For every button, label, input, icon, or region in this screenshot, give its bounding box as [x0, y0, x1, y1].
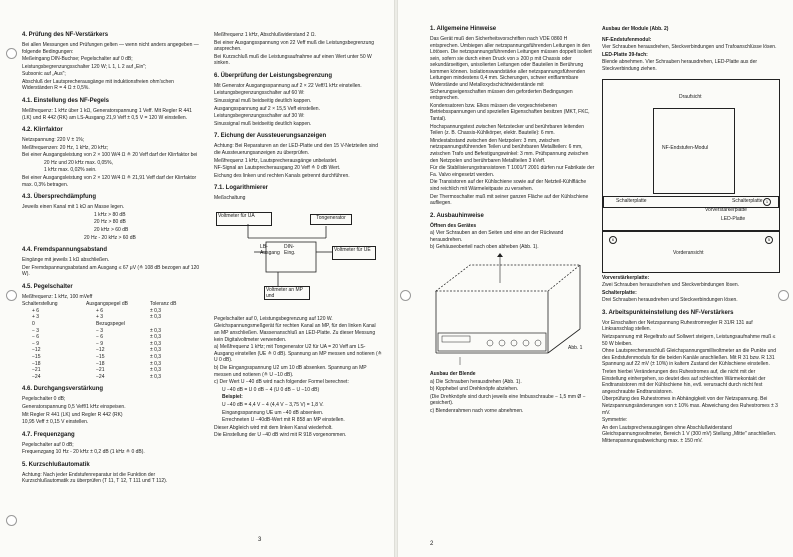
marker-circle: 6	[609, 236, 617, 244]
section-41-title: 4.1. Einstellung des NF-Pegels	[22, 98, 110, 105]
section-1-para: Der Thermoschalter muß mit seiner ganzen Fläche auf der Kühlschiene aufliegen.	[430, 193, 589, 207]
figure-1-label: Abb. 1	[568, 345, 583, 352]
section-71-formula: U −40 dB = U 0 dB − 4 (U 0 dB − U −10 dB)	[222, 386, 320, 393]
section-3-para: Ohne Lautsprecheranschluß Gleichspannungsmillivoltmeter an die Punkte und des Endstufenmoduls für die beiden Kanäle anschließen. Mit R 31 bzw. R 131 Spannung auf 22 mV (± 10%) in kaltem Zustand der Kühlschiene einstellen.	[602, 348, 776, 368]
punch-hole	[6, 515, 17, 526]
table-cell: + 3	[32, 314, 40, 321]
section-7-line: NF-Signal an Lautsprecherausgang 20 Veff ≙ 0 dB Wert.	[214, 165, 341, 172]
voltmeter-ua-box: Voltmeter für UA	[216, 212, 272, 226]
section-43-value: 20 kHz > 60 dB	[94, 226, 129, 233]
measurement-circuit-figure	[214, 206, 374, 316]
section-47-line: Pegelschalter auf 0 dB;	[22, 441, 74, 448]
voltmeter-ue-box: Voltmeter für UE	[332, 246, 376, 260]
table-cell: ± 0,3	[150, 354, 162, 361]
led-board-text: Blende abnehmen. Vier Schrauben herausdrehen, LED-Platte aus der Steckverbindung ziehen.	[602, 59, 758, 72]
section-44-title: 4.4. Fremdspannungsabstand	[22, 247, 108, 254]
page-number: 2	[430, 541, 434, 547]
section-3-para: Netzspannung mit Regeltrafo auf Sollwert steigern, Leistungsaufnahme muß ≤ 50 W bleiben.	[602, 334, 776, 347]
right-column-b	[602, 26, 780, 446]
table-cell: ± 0,3	[150, 314, 162, 321]
section-71-step: Die Einstellung der U −40 dB wird mit R 918 vorgenommen.	[214, 432, 347, 439]
section-1-para: Das Gerät muß den Sicherheitsvorschriften nach VDE 0860 H entsprechen. Umbiegen aller netzspannungsführenden Leitungen in den Lötösen. Die netzspannungsführenden Leitungen müssen doppelt isoliert sein, sofern sie durch einen Druck von ≥ 200 p mit Chassis oder sekundärseitigen, unisolierten Leitungen oder Bauteilen in Berührung kommen können. Isolationswandstärke aller netzspannungsführenden Leitungen mindestens 0,4 mm. Sicherungen, schwer entflammbare Widerstände und Metalloxydschichtwiderstände mit Sicherungseigenschaften müssen den geforderten Bedingungen entsprechen.	[430, 35, 592, 102]
section-71-para: Gleichspannungsmeßgerät für rechten Kanal an MP, für den linken Kanal an MP anschließen. Massenanschluß an LED-Platte. Zu dieser Messung kein Digitalvoltmeter verwenden.	[214, 323, 376, 343]
table-cell: ± 0,3	[150, 373, 162, 380]
section-71-example-label: Beispiel:	[222, 394, 243, 401]
section-42-line: 1 kHz max. 0,02% sein.	[44, 167, 97, 174]
table-header: Ausgangspegel dB	[86, 301, 128, 308]
section-6-title: 6. Überprüfung der Leistungsbegrenzung	[214, 72, 333, 79]
preamp-board-label: Vorverstärkerplatte	[705, 206, 747, 213]
table-header: Toleranz dB	[150, 301, 177, 308]
section-42-line: Bei einer Ausgangsleistung von 2 × 120 W/4 Ω ≙ 21,91 Veff darf der Klirrfaktor max. 0,3% betragen.	[22, 175, 197, 188]
table-cell: −21	[96, 367, 105, 374]
section-1-title: 1. Allgemeine Hinweise	[430, 26, 497, 32]
nf-module-text: Vier Schrauben herausdrehen, Steckverbindungen und Trafoanschlüsse lösen.	[602, 44, 777, 51]
section-71-example: U −40 dB = 4,4 V − 4 (4,4 V − 3,75 V) = 1,8 V.	[222, 401, 324, 408]
page-number: 3	[258, 537, 262, 543]
nf-module-box	[653, 108, 735, 194]
marker-circle: 5	[765, 236, 773, 244]
section-7-line: Eichung des linken und rechten Kanals getrennt durchführen.	[214, 172, 350, 179]
section-1-para: Hochspannungstest zwischen Netzstecker und berührbaren leitenden Teilen (z. B. Chassis-Kühlkörper, elektr. Bauteile): 6 mm.	[430, 123, 584, 137]
chassis-drawing	[430, 253, 596, 371]
section-46-line: 10,95 Veff ± 0,15 V einstellen.	[22, 419, 89, 426]
section-2-step: b) Gehäuseoberteil nach oben abheben (Abb. 1).	[430, 244, 539, 251]
table-cell: ± 0,3	[150, 327, 162, 334]
section-7-text: Achtung: Bei Reparaturen an der LED-Platte und den 15 V-Netzteilen sind die Aussteuerungsanzeigen zu überprüfen.	[214, 143, 378, 156]
table-cell: −12	[32, 347, 41, 354]
section-6-line: Leistungsbegrenzungsschalter auf 60 W:	[214, 90, 305, 97]
section-42-title: 4.2. Klirrfaktor	[22, 127, 63, 134]
switchboard-title: Schalterplatte:	[602, 289, 637, 296]
table-cell: ± 0,3	[150, 340, 162, 347]
section-2-subtitle: Öffnen des Gerätes	[430, 222, 477, 229]
section-43-value: 1 kHz > 80 dB	[94, 211, 126, 218]
section-71-step: b) Die Eingangsspannung U2 um 10 dB absenken. Spannung an MP messen und notieren (≙ U −10 dB).	[214, 364, 367, 378]
shortcircuit-line: Bei Kurzschluß muß die Leistungsaufnahme auf einen Wert unter 50 W sinken.	[214, 53, 372, 67]
section-1-para: Mindestabstand zwischen den Netzpolen: 3 mm, zwischen netzspannungsführenden Teilen und berührbaren Metallteilen: 6 mm, zwischen Trafo und Befestigungswinkel: 3 mm. Prüfspannung zwischen den Netzpolen und berührbaren Metallteilen 3 kVeff.	[430, 137, 589, 164]
din-input-label: DIN-Eing.	[284, 243, 296, 257]
preamp-title: Vorverstärkerplatte:	[602, 274, 650, 281]
section-43-title: 4.3. Übersprechdämpfung	[22, 194, 97, 201]
table-cell: −18	[32, 360, 41, 367]
section-2-step: a) Vier Schrauben an den Seiten und eine an der Rückwand herausdrehen.	[430, 230, 564, 243]
switchboard-text: Drei Schrauben herausdrehen und Steckverbindungen lösen.	[602, 297, 738, 304]
section-71-para: Pegelschalter auf 0, Leistungsbegrenzung auf 120 W.	[214, 315, 333, 322]
module-removal-title: Ausbau der Module (Abb. 2)	[602, 26, 669, 32]
table-cell: + 6	[96, 307, 104, 314]
section-5-text: Achtung: Nach jeder Endstufenreparatur ist die Funktion der Kurzschlußautomatik zu überprüfen (T 11, T 12, T 111 und T 112).	[22, 471, 168, 485]
table-cell: − 9	[96, 340, 104, 347]
shortcircuit-line: Meßfrequenz 1 kHz, Abschlußwiderstand 2 Ω.	[214, 32, 316, 38]
right-column-a	[430, 26, 596, 416]
figure-2-modules	[602, 79, 780, 275]
section-71-step: c) Der Wert U −40 dB wird nach folgender Formel berechnet:	[214, 379, 349, 386]
table-cell: −24	[32, 373, 41, 380]
shortcircuit-line: Bei einer Ausgangsspannung von 22 Veff muß die Leistungsbegrenzung ansprechen.	[214, 39, 375, 53]
section-42-line: Meßfrequenzen: 20 Hz, 1 kHz, 20 kHz;	[22, 144, 109, 151]
tone-generator-box: Tongenerator	[310, 214, 352, 225]
section-4-cond: Leistungsbegrenzungsschalter 120 W; L 1, L 2 auf „Ein";	[22, 63, 147, 70]
punch-hole	[6, 290, 17, 301]
section-1-para: Kondensatoren bzw. Elkos müssen die vorgeschriebenen Betriebsspannungen und speziellen Eigenschaften besitzen (MKT, FKC, Tantal).	[430, 102, 590, 123]
section-71-title: 7.1. Logarithmierer	[214, 185, 269, 192]
level-switch-table	[22, 301, 202, 308]
switch-board-right-label: Schalterplatte	[732, 197, 763, 204]
table-cell: ± 0,3	[150, 347, 162, 354]
section-46-line: Mit Regler R 441 (LK) und Regler R 442 (RK)	[22, 411, 123, 418]
switch-board-row	[603, 196, 779, 208]
section-2-blende-step: (Die Drehknöpfe sind durch jeweils eine Imbusschraube − 1,5 mm Ø − gesichert).	[430, 393, 586, 407]
right-page	[398, 0, 793, 557]
section-43-value: 20 Hz > 80 dB	[94, 219, 126, 226]
figure-1-chassis	[430, 253, 596, 371]
section-7-line: Meßfrequenz 1 kHz, Lautsprecherausgänge unbelastet.	[214, 157, 338, 164]
section-47-title: 4.7. Frequenzgang	[22, 431, 75, 438]
section-71-step: Eingangsspannung UE um −40 dB absenken.	[222, 409, 324, 416]
section-71-step: a) Meßfrequenz 1 kHz; mit Tongenerator U2 für UA = 20 Veff am LS-Ausgang einstellen (UE ≙ 0 dB). Spannung an MP messen und notieren (≙ U 0 dB).	[214, 344, 382, 364]
section-2-blende-title: Ausbau der Blende	[430, 371, 476, 378]
nf-module-label: NF-Endstufen-Modul	[662, 144, 709, 151]
voltmeter-mp-box: Voltmeter an MP und	[264, 286, 310, 300]
section-2-blende-step: c) Blendenrahmen nach vorne abnehmen.	[430, 408, 524, 414]
top-view-frame	[602, 79, 780, 231]
table-cell: − 3	[96, 327, 104, 334]
left-column-a	[22, 32, 202, 486]
top-view-label: Draufsicht	[679, 93, 702, 100]
section-43-value: 20 Hz - 20 kHz > 60 dB	[84, 234, 136, 241]
table-cell: ± 0,3	[150, 307, 162, 314]
table-cell: + 6	[32, 307, 40, 314]
section-42-line: 20 Hz und 20 kHz max. 0,05%,	[44, 159, 113, 166]
table-cell: + 3	[96, 314, 104, 321]
table-cell: −21	[32, 367, 41, 374]
section-47-line: Frequenzgang 10 Hz - 20 kHz ± 0,2 dB (1 kHz ≙ 0 dB).	[22, 449, 145, 456]
preamp-text: Zwei Schrauben herausdrehen und Steckverbindungen lösen.	[602, 282, 740, 289]
section-2-blende-step: a) Die Schrauben herausdrehen (Abb. 1).	[430, 378, 522, 385]
section-6-line: Leistungsbegrenzungsschalter auf 30 W:	[214, 113, 305, 120]
section-3-para: An den Lautsprecherausgängen ohne Abschlußwiderstand Gleichspannungsvoltmeter, Bereich 1 V (300 mV) Stellung „Mitte" anschließen. Mittenspannungsabweichung max. ± 150 mV.	[602, 424, 777, 444]
table-cell: −15	[32, 354, 41, 361]
section-45-title: 4.5. Pegelschalter	[22, 283, 73, 290]
section-6-line: Sinussignal muß beidseitig deutlich kappen.	[214, 120, 312, 127]
table-cell: ± 0,3	[150, 360, 162, 367]
table-cell: −15	[96, 354, 105, 361]
section-46-line: Generatorspannung 0,5 Veff/1 kHz einspeisen.	[22, 403, 126, 410]
left-page	[0, 0, 396, 557]
section-7-title: 7. Eichung der Aussteuerungsanzeigen	[214, 133, 327, 140]
section-46-title: 4.6. Durchgangsverstärkung	[22, 386, 104, 393]
level-switch-table-body	[22, 308, 202, 381]
section-4-cond: Meßeingang DIN-Buchse; Pegelschalter auf 0 dB;	[22, 56, 133, 63]
table-cell	[150, 321, 190, 328]
front-view-label: Vorderansicht	[673, 249, 704, 256]
section-6-line: Ausgangsspannung auf 2 × 15,5 Veff einstellen.	[214, 105, 320, 112]
section-4-cond: Subsonic auf „Aus";	[22, 71, 66, 78]
section-43-text: Jeweils einen Kanal mit 1 kΩ an Masse legen.	[22, 204, 125, 211]
section-46-line: Pegelschalter 0 dB;	[22, 396, 66, 403]
section-71-step: Errechneten U −40dB-Wert mit R 858 an MP einstellen.	[222, 417, 345, 424]
section-42-line: Netzspannung: 220 V ± 1%;	[22, 137, 85, 144]
section-3-para: Überprüfung des Ruhestromes in Abhängigkeit von der Netzspannung. Bei Netzspannungsänderungen von ± 10% max. Abweichung des Ruhestromes ± 3 mV.	[602, 396, 778, 416]
section-4-intro: Bei allen Messungen und Prüfungen gelten — wenn nicht anders angegeben — folgende Bedingungen:	[22, 41, 199, 55]
section-1-para: Für die Stabilisierungstransistoren T 1001/T 2001 dürfen nur Fabrikate der Fa. Valvo eingesetzt werden.	[430, 165, 595, 178]
table-cell: − 3	[32, 327, 40, 334]
table-cell: −24	[96, 373, 105, 380]
table-cell: Bezugspegel	[96, 321, 125, 328]
section-71-step: Dieser Abgleich wird mit dem linken Kanal wiederholt.	[214, 424, 333, 431]
section-44-line: Der Fremdspannungsabstand am Ausgang ≤ 67 μV (≙ 108 dB bezogen auf 120 W).	[22, 264, 200, 278]
section-3-symmetry: Symmetrie:	[602, 417, 628, 424]
punch-hole	[400, 290, 411, 301]
switch-board-left-label: Schalterplatte	[616, 197, 647, 204]
table-cell: ± 0,3	[150, 367, 162, 374]
left-column-b	[214, 32, 382, 440]
section-3-para: Treten hierbei Veränderungen des Ruhestromes auf, die nicht mit der Einstellung einhergehen, so deutet dies auf schlechten Wärmekontakt der Endtransistoren mit der Kühlschiene hin, evtl. verursacht durch nicht fest angeschraubte Endtransistoren.	[602, 369, 766, 395]
section-3-para: Vor Einschalten der Netzspannung Ruhestromregler R 31/R 131 auf Linksanschlag stellen.	[602, 319, 753, 333]
table-cell: ± 0,3	[150, 334, 162, 341]
section-42-line: Bei einer Ausgangsleistung von 2 × 100 W/4 Ω ≙ 20 Veff darf der Klirrfaktor bei	[22, 152, 198, 159]
led-board-label: LED-Platte	[721, 215, 746, 222]
table-cell: 0	[32, 321, 35, 328]
section-2-blende-step: b) Kipphebel und Drehknöpfe abziehen.	[430, 386, 519, 393]
section-6-line: Sinussignal muß beidseitig deutlich kappen.	[214, 98, 312, 105]
section-44-line: Eingänge mit jeweils 1 kΩ abschließen.	[22, 257, 110, 263]
table-cell: − 9	[32, 340, 40, 347]
section-6-line: Mit Generator Ausgangsspannung auf 2 × 22 Veff/1 kHz einstellen.	[214, 82, 362, 89]
section-2-title: 2. Ausbauhinweise	[430, 212, 484, 219]
front-view-frame	[602, 231, 780, 273]
section-45-line: Meßfrequenz: 1 kHz, 100 mVeff	[22, 293, 93, 300]
table-cell: −12	[96, 347, 105, 354]
table-cell: − 6	[96, 334, 104, 341]
section-5-title: 5. Kurzschlußautomatik	[22, 461, 90, 468]
marker-circle: 1	[763, 198, 771, 206]
table-cell: −18	[96, 360, 105, 367]
section-41-text: Meßfrequenz: 1 kHz über 1 kΩ, Generatorspannung 1 Veff. Mit Regler R 441 (LK) und R 442 (RK) am LS-Ausgang 21,9 Veff ± 0,5 V = 120 W einstellen.	[22, 107, 192, 121]
punch-hole	[6, 48, 17, 59]
section-4-title: 4. Prüfung des NF-Verstärkers	[22, 32, 109, 38]
nf-module-title: NF-Endstufenmodul:	[602, 36, 652, 43]
section-3-title: 3. Arbeitspunkteinstellung des NF-Verstärkers	[602, 309, 734, 316]
table-header: Schalterstellung	[22, 301, 58, 308]
lb-output-label: LB-Ausgang	[260, 243, 280, 257]
section-1-para: Die Transistoren auf der Kühlschiene sowie auf der Netzteil-Kühlfläche sind reichlich mit Wärmeleitpaste zu versehen.	[430, 179, 587, 192]
section-4-cond: Abschluß der Lautsprecherausgänge mit induktionsfreien ohm'schen Widerständen R = 4 Ω ± 0,5%.	[22, 78, 174, 92]
table-cell: − 6	[32, 334, 40, 341]
section-71-line: Meßschaltung	[214, 195, 246, 202]
led-board-title: LED-Platte 39-fach:	[602, 51, 648, 58]
